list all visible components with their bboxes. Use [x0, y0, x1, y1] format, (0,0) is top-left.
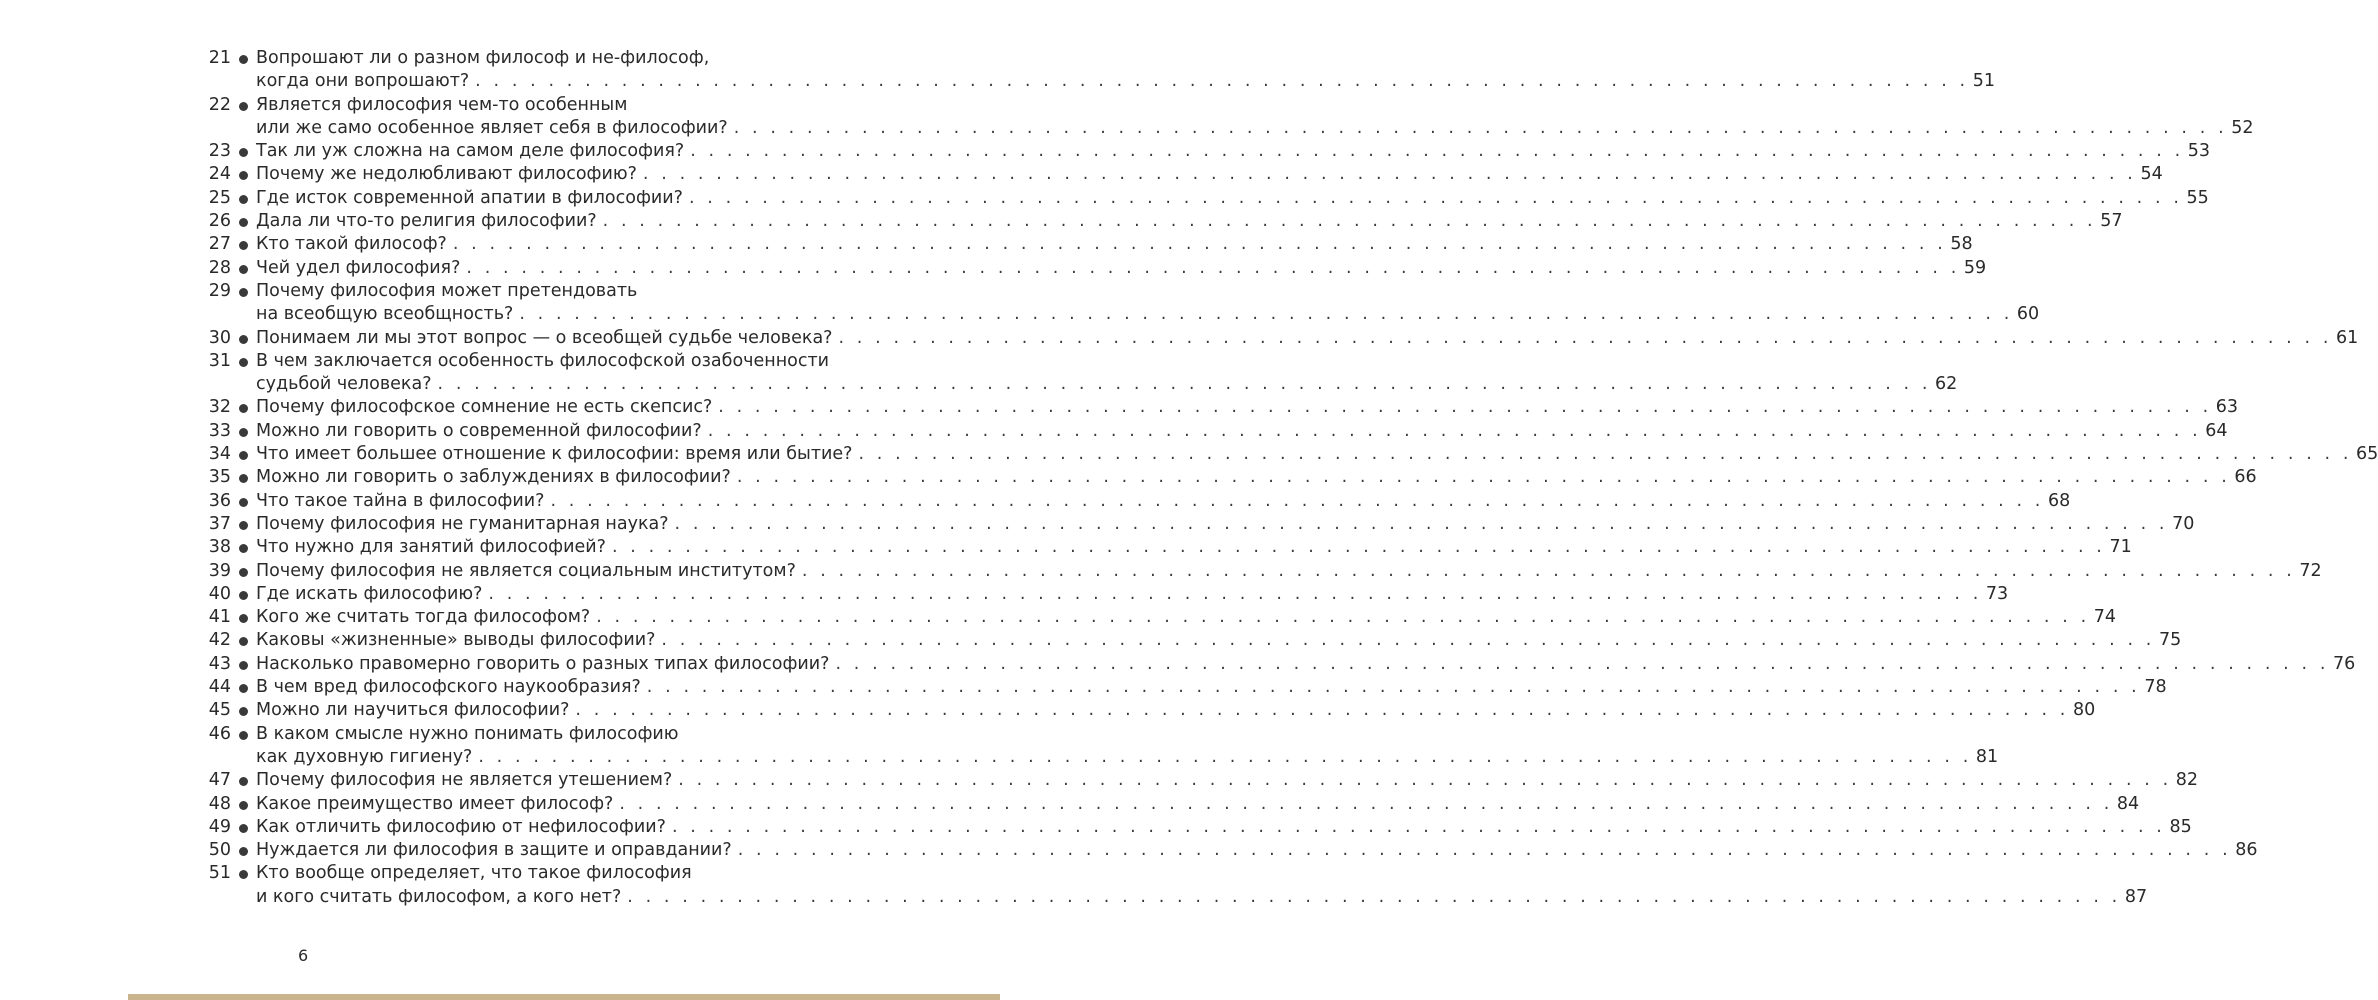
dot-leader	[627, 886, 2121, 909]
dot-leader	[672, 816, 2166, 839]
toc-entry	[0, 257, 1987, 280]
toc-entry	[0, 490, 2071, 513]
toc-entry-line	[256, 233, 1973, 256]
toc-entry-page: 82	[2175, 770, 2199, 791]
toc-entry-title: Почему философия не является утешением?	[256, 770, 673, 791]
toc-entry-page: 71	[2109, 537, 2132, 558]
toc-entry-page: 63	[2215, 397, 2239, 418]
toc-entry-title: Насколько правомерно говорить о разных типах философии?	[256, 653, 830, 674]
toc-entry-number: 48	[208, 793, 231, 814]
toc-entry-title: Кто вообще определяет, что такое философия	[256, 863, 692, 884]
toc-entry-number: 37	[208, 513, 231, 534]
toc-entry-page: 81	[1975, 746, 1999, 767]
toc-entry-title: Что имеет большее отношение к философии: время или бытие?	[256, 444, 853, 465]
toc-entry-number: 41	[208, 607, 231, 628]
bullet-icon	[239, 102, 248, 111]
toc-entry-line	[256, 746, 1999, 769]
toc-entry-title: Почему философия может претендовать	[256, 280, 638, 301]
dot-leader	[475, 70, 1969, 93]
dot-leader	[550, 490, 2044, 513]
toc-entry-line	[256, 187, 2209, 210]
bullet-icon	[239, 731, 248, 740]
toc-entry-number: 24	[208, 164, 231, 185]
toc-entry-page: 72	[2299, 560, 2322, 581]
bullet-icon	[239, 265, 248, 274]
toc-entry-title: В каком смысле нужно понимать философию	[256, 723, 679, 744]
toc-entry-title: В чем заключается особенность философской озабоченности	[256, 350, 830, 371]
dot-leader	[647, 676, 2141, 699]
dot-leader	[734, 117, 2228, 140]
bullet-icon	[239, 404, 248, 413]
toc-entry-number: 46	[208, 723, 231, 744]
toc-entry-title: Можно ли говорить о современной философии?	[256, 420, 702, 441]
toc-entry	[0, 769, 2199, 792]
toc-entry-line	[256, 257, 1987, 280]
toc-entry-number: 40	[208, 583, 231, 604]
toc-entry-number: 25	[208, 187, 231, 208]
toc-entry-page: 65	[2356, 444, 2378, 465]
toc-entry-page: 87	[2124, 886, 2148, 907]
toc-entry-number: 28	[208, 257, 231, 278]
toc-entry-title: Дала ли что-то религия философии?	[256, 211, 597, 232]
dot-leader	[678, 769, 2172, 792]
toc-entry-title: В чем вред философского наукообразия?	[256, 677, 641, 698]
bullet-icon	[239, 544, 248, 553]
bullet-icon	[239, 707, 248, 716]
toc-entry-title: и кого считать философом, а кого нет?	[256, 886, 622, 907]
toc-entry-line	[256, 886, 2148, 909]
page-number: 6	[298, 946, 309, 965]
toc-entry-line	[256, 560, 2322, 583]
dot-leader	[835, 653, 2329, 676]
toc-entry-page: 86	[2235, 840, 2258, 861]
toc-entry	[0, 653, 2356, 676]
toc-entry-page: 75	[2158, 630, 2182, 651]
bullet-icon	[239, 824, 248, 833]
toc-entry	[0, 163, 2163, 186]
dot-leader	[738, 839, 2232, 862]
toc-entry-line	[256, 350, 833, 373]
toc-entry	[0, 513, 2195, 536]
toc-entry-page: 53	[2187, 141, 2211, 162]
toc-entry-line	[256, 536, 2132, 559]
toc-entry-line	[256, 466, 2257, 489]
toc-entry-page: 76	[2333, 653, 2356, 674]
dot-leader	[575, 699, 2069, 722]
toc-entry	[0, 583, 2009, 606]
toc-entry-title: Нуждается ли философия в защите и оправдании?	[256, 840, 732, 861]
toc-entry-page: 59	[1963, 257, 1987, 278]
toc-entry-title: Как отличить философию от нефилософии?	[256, 816, 666, 837]
toc-entry-title: Какое преимущество имеет философ?	[256, 793, 614, 814]
toc-entry-number: 34	[208, 444, 231, 465]
toc-entry-title: Кого же считать тогда философом?	[256, 607, 591, 628]
toc-entry-line	[256, 862, 833, 885]
dot-leader	[643, 163, 2137, 186]
bullet-icon	[239, 288, 248, 297]
toc-entry-title: Можно ли научиться философии?	[256, 700, 570, 721]
toc-entry-line	[256, 140, 2211, 163]
toc-entry-page: 55	[2186, 187, 2209, 208]
toc-entry-page: 60	[2016, 304, 2040, 325]
toc-entry	[0, 443, 2378, 466]
toc-entry	[0, 466, 2257, 489]
toc-entry-line	[256, 117, 2254, 140]
bullet-icon	[239, 241, 248, 250]
toc-entry-page: 61	[2336, 327, 2359, 348]
toc-entry-page: 78	[2144, 677, 2167, 698]
toc-entry-title: когда они вопрошают?	[256, 71, 470, 92]
toc-entry-title: Где исток современной апатии в философии?	[256, 187, 683, 208]
bullet-icon	[239, 591, 248, 600]
toc-entry-page: 62	[1935, 374, 1958, 395]
toc-entry-page: 68	[2047, 490, 2071, 511]
toc-entry	[0, 350, 1958, 397]
toc-entry-title: Почему философия не является социальным институтом?	[256, 560, 796, 581]
toc-entry	[0, 629, 2182, 652]
dot-leader	[661, 629, 2155, 652]
dot-leader	[689, 187, 2183, 210]
toc-entry-line	[256, 653, 2356, 676]
toc-entry	[0, 280, 2040, 327]
toc-entry-title: Почему философское сомнение не есть скепсис?	[256, 397, 713, 418]
toc-entry-page: 52	[2231, 117, 2254, 138]
bullet-icon	[239, 684, 248, 693]
toc-entry	[0, 606, 2117, 629]
toc-entry	[0, 816, 2192, 839]
toc-entry-title: Так ли уж сложна на самом деле философия?	[256, 141, 685, 162]
toc-entry-number: 51	[208, 863, 231, 884]
toc-entry-line	[256, 94, 833, 117]
bullet-icon	[239, 335, 248, 344]
toc-entry-line	[256, 606, 2117, 629]
toc-entry-line	[256, 629, 2182, 652]
dot-leader	[612, 536, 2106, 559]
toc-entry-number: 49	[208, 816, 231, 837]
toc-entry-line	[256, 583, 2009, 606]
page-edge-strip	[128, 994, 1000, 1000]
toc-entry-line	[256, 280, 833, 303]
dot-leader	[596, 606, 2090, 629]
toc-entry-number: 47	[208, 770, 231, 791]
dot-leader	[466, 257, 1960, 280]
dot-leader	[690, 140, 2184, 163]
toc-entry	[0, 839, 2258, 862]
toc-entry-title: судьбой человека?	[256, 374, 432, 395]
bullet-icon	[239, 428, 248, 437]
toc-entry-page: 51	[1972, 71, 1995, 92]
toc-entry-page: 64	[2205, 420, 2228, 441]
toc-entry-page: 66	[2234, 467, 2257, 488]
toc-entry	[0, 210, 2123, 233]
toc-entry-number: 42	[208, 630, 231, 651]
toc-entry-line	[256, 210, 2123, 233]
toc-entry-title: Что такое тайна в философии?	[256, 490, 545, 511]
toc-entry-line	[256, 699, 2096, 722]
bullet-icon	[239, 801, 248, 810]
toc-entry-title: Является философия чем-то особенным	[256, 94, 628, 115]
toc-entry	[0, 47, 1995, 94]
table-of-contents	[0, 47, 2378, 909]
bullet-icon	[239, 521, 248, 530]
toc-entry-title: на всеобщую всеобщность?	[256, 304, 514, 325]
dot-leader	[838, 327, 2332, 350]
toc-entry	[0, 536, 2132, 559]
dot-leader	[603, 210, 2097, 233]
bullet-icon	[239, 171, 248, 180]
toc-entry-line	[256, 513, 2195, 536]
toc-entry-title: Чей удел философия?	[256, 257, 461, 278]
toc-entry-line	[256, 769, 2199, 792]
toc-entry-title: Каковы «жизненные» выводы философии?	[256, 630, 656, 651]
dot-leader	[478, 746, 1972, 769]
dot-leader	[438, 373, 1932, 396]
bullet-icon	[239, 637, 248, 646]
toc-entry	[0, 327, 2359, 350]
toc-entry-number: 50	[208, 840, 231, 861]
toc-entry-line	[256, 676, 2167, 699]
dot-leader	[488, 583, 1982, 606]
toc-entry-number: 21	[208, 48, 231, 68]
toc-entry	[0, 560, 2322, 583]
toc-entry	[0, 793, 2140, 816]
bullet-icon	[239, 614, 248, 623]
toc-entry-title: Кто такой философ?	[256, 234, 447, 255]
toc-entry-number: 30	[208, 327, 231, 348]
dot-leader	[453, 233, 1947, 256]
toc-entry	[0, 862, 2148, 909]
toc-entry-number: 22	[208, 94, 231, 115]
toc-entry	[0, 676, 2167, 699]
toc-entry-number: 29	[208, 280, 231, 301]
toc-entry-line	[256, 723, 833, 746]
toc-entry-number: 44	[208, 677, 231, 698]
toc-entry-number: 33	[208, 420, 231, 441]
bullet-icon	[239, 498, 248, 507]
toc-entry-number: 32	[208, 397, 231, 418]
toc-entry-line	[256, 47, 833, 70]
toc-entry-page: 74	[2093, 607, 2117, 628]
dot-leader	[858, 443, 2352, 466]
toc-entry-number: 45	[208, 700, 231, 721]
bullet-icon	[239, 358, 248, 367]
toc-entry	[0, 233, 1973, 256]
toc-entry	[0, 396, 2239, 419]
toc-entry-page: 80	[2072, 700, 2096, 721]
toc-entry-line	[256, 490, 2071, 513]
toc-entry-title: Почему философия не гуманитарная наука?	[256, 513, 669, 534]
bullet-icon	[239, 55, 248, 64]
bullet-icon	[239, 451, 248, 460]
dot-leader	[675, 513, 2169, 536]
bullet-icon	[239, 195, 248, 204]
bullet-icon	[239, 777, 248, 786]
toc-entry	[0, 420, 2228, 443]
toc-entry-number: 23	[208, 141, 231, 162]
toc-entry-number: 27	[208, 234, 231, 255]
toc-entry-page: 57	[2100, 211, 2123, 232]
toc-entry-line	[256, 70, 1995, 93]
bullet-icon	[239, 870, 248, 879]
bullet-icon	[239, 148, 248, 157]
dot-leader	[737, 466, 2231, 489]
toc-entry	[0, 94, 2254, 141]
toc-entry-number: 43	[208, 653, 231, 674]
bullet-icon	[239, 568, 248, 577]
toc-entry-line	[256, 327, 2359, 350]
toc-entry-title: как духовную гигиену?	[256, 746, 473, 767]
toc-entry-title: Где искать философию?	[256, 583, 483, 604]
toc-entry-page: 58	[1950, 234, 1973, 255]
toc-entry	[0, 187, 2209, 210]
toc-entry-title: Понимаем ли мы этот вопрос — о всеобщей судьбе человека?	[256, 327, 833, 348]
dot-leader	[519, 303, 2013, 326]
toc-entry-page: 84	[2116, 793, 2140, 814]
toc-entry-number: 31	[208, 350, 231, 371]
toc-entry-line	[256, 396, 2239, 419]
toc-entry-number: 35	[208, 467, 231, 488]
toc-entry-line	[256, 793, 2140, 816]
toc-entry-page: 70	[2172, 513, 2195, 534]
toc-entry	[0, 140, 2211, 163]
bullet-icon	[239, 218, 248, 227]
toc-entry-title: Почему же недолюбливают философию?	[256, 164, 637, 185]
toc-entry-line	[256, 839, 2258, 862]
toc-entry-title: Что нужно для занятий философией?	[256, 537, 606, 558]
toc-entry-number: 38	[208, 537, 231, 558]
toc-entry-page: 54	[2140, 164, 2163, 185]
toc-entry-title: Можно ли говорить о заблуждениях в философии?	[256, 467, 731, 488]
dot-leader	[619, 793, 2113, 816]
toc-entry-number: 36	[208, 490, 231, 511]
toc-entry-line	[256, 303, 2040, 326]
toc-entry-number: 39	[208, 560, 231, 581]
toc-entry-line	[256, 163, 2163, 186]
toc-entry-line	[256, 420, 2228, 443]
toc-entry-page: 73	[1985, 583, 2009, 604]
toc-entry-line	[256, 443, 2378, 466]
toc-entry	[0, 699, 2096, 722]
toc-entry-line	[256, 816, 2192, 839]
toc-entry-line	[256, 373, 1958, 396]
dot-leader	[802, 560, 2296, 583]
toc-entry	[0, 723, 1999, 770]
bullet-icon	[239, 474, 248, 483]
toc-entry-page: 85	[2169, 816, 2192, 837]
dot-leader	[708, 420, 2202, 443]
toc-entry-title: Вопрошают ли о разном философ и не-философ,	[256, 48, 710, 68]
bullet-icon	[239, 847, 248, 856]
toc-entry-title: или же само особенное являет себя в философии?	[256, 117, 728, 138]
dot-leader	[718, 396, 2212, 419]
bullet-icon	[239, 661, 248, 670]
toc-entry-number: 26	[208, 211, 231, 232]
